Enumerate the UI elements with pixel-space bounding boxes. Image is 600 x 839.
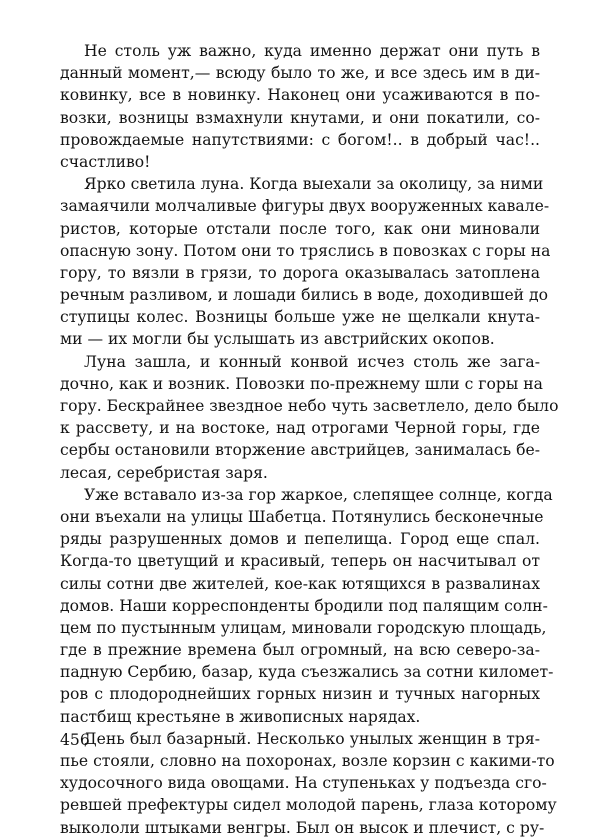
text-line: домов. Наши корреспонденты бродили под палящим солн- <box>60 596 548 615</box>
text-line: пастбищ крестьяне в живописных нарядах. <box>60 707 421 726</box>
text-line: худосочного вида овощами. На ступеньках у подъезда сго- <box>60 774 547 793</box>
text-line: ряды разрушенных домов и пепелища. Город еще спал. <box>60 530 540 549</box>
text-line: возки, возницы взмахнули кнутами, и они покатили, со- <box>60 108 540 127</box>
text-line: падную Сербию, базар, куда съезжались за сотни километ- <box>60 663 554 682</box>
paragraph-5 <box>60 728 557 839</box>
text-line: Когда-то цветущий и красивый, теперь он насчитывал от <box>60 552 540 571</box>
text-line: речным разливом, и лошади бились в воде, доходившей до <box>60 286 549 305</box>
text-line: счастливо! <box>60 152 151 171</box>
text-line: данный момент,— всюду было то же, и все здесь им в ди- <box>60 64 540 83</box>
text-line: где в прежние времена был огромный, на всю северо-за- <box>60 641 540 660</box>
text-line: замаячили молчаливые фигуры двух вооруженных кавале- <box>60 197 550 216</box>
text-line: лесая, серебристая заря. <box>60 463 268 482</box>
text-line: ристов, которые отстали после того, как они миновали <box>60 219 540 238</box>
text-line: Уже вставало из-за гор жаркое, слепящее солнце, когда <box>84 485 553 504</box>
page-body <box>60 40 559 839</box>
text-line: дочно, как и возник. Повозки по-прежнему шли с горы на <box>60 374 543 393</box>
text-line: цем по пустынным улицам, миновали городскую площадь, <box>60 618 547 637</box>
text-line: Луна зашла, и конный конвой исчез столь же зага- <box>84 352 540 371</box>
text-line: силы сотни две жителей, кое-как ютящихся в развалинах <box>60 574 540 593</box>
text-line: ми — их могли бы услышать из австрийских окопов. <box>60 330 495 349</box>
paragraph-1 <box>60 40 540 173</box>
text-line: к рассвету, и на востоке, над отрогами Черной горы, где <box>60 419 540 438</box>
text-line: Ярко светила луна. Когда выехали за околицу, за ними <box>84 175 544 194</box>
text-line: выкололи штыками венгры. Был он высок и плечист, с ру- <box>60 818 545 837</box>
text-line: они въехали на улицы Шабетца. Потянулись бесконечные <box>60 507 544 526</box>
text-line: сербы остановили вторжение австрийцев, занималась бе- <box>60 441 540 460</box>
page-number: 456 <box>60 731 90 749</box>
text-line: гору, то вязли в грязи, то дорога оказывалась затоплена <box>60 263 540 282</box>
text-line: опасную зону. Потом они то тряслись в повозках с горы на <box>60 241 551 260</box>
paragraph-2 <box>60 173 551 351</box>
text-line: ров с плодороднейших горных низин и тучных нагорных <box>60 685 540 704</box>
text-line: ревшей префектуры сидел молодой парень, глаза которому <box>60 796 557 815</box>
text-line: провождаемые напутствиями: с богом!.. в добрый час!.. <box>60 130 540 149</box>
text-line: ступицы колес. Возницы больше уже не щелкали кнута- <box>60 308 540 327</box>
text-line: гору. Бескрайнее звездное небо чуть засветлело, дело было <box>60 397 559 415</box>
paragraph-4 <box>60 484 554 728</box>
text-line: Не столь уж важно, куда именно держат они путь в <box>84 42 540 60</box>
text-line: ковинку, все в новинку. Наконец они усаживаются в по- <box>60 86 540 105</box>
paragraph-3 <box>60 351 559 484</box>
text-line: пье стояли, словно на похоронах, возле корзин с какими-то <box>60 752 555 770</box>
text-line: День был базарный. Несколько унылых женщин в тря- <box>84 729 540 748</box>
